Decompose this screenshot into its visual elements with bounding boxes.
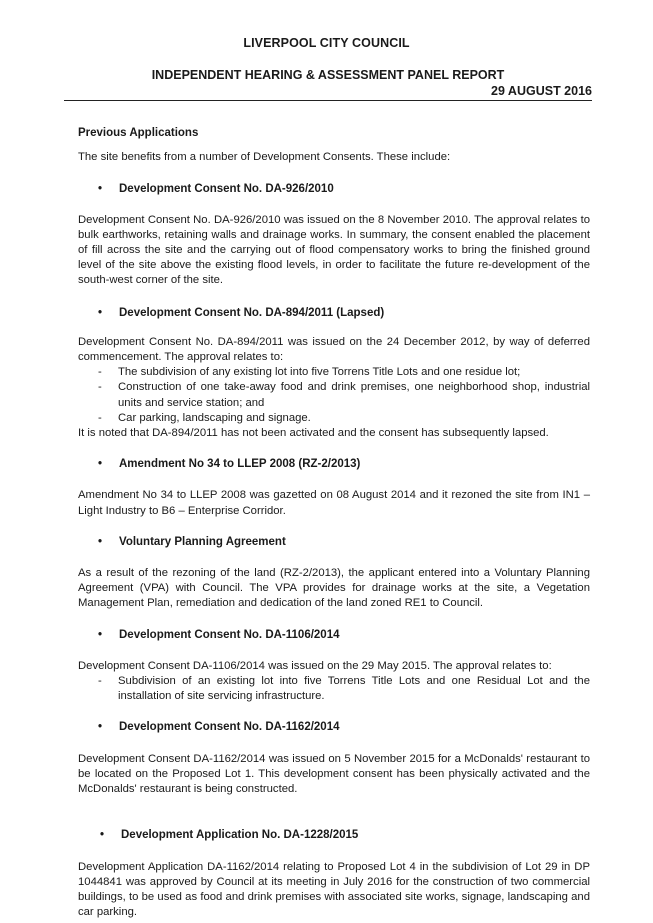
report-title: INDEPENDENT HEARING & ASSESSMENT PANEL REPORT: [151, 68, 505, 82]
item-heading-da-1162-2014: [78, 720, 590, 735]
list-item: [78, 411, 590, 426]
item-body: Development Consent No. DA-926/2010 was issued on the 8 November 2010. The approval relates to bulk earthworks, retaining walls and drainage works. In summary, the consent enabled the placement of fill across the site and the carrying out of flood compensatory works to bring the finished ground level of the site above the existing flood levels, in order to facilitate the future re-development of the south-west corner of the site.: [78, 213, 590, 287]
item-heading-text: Development Consent No. DA-926/2010: [119, 183, 334, 196]
item-heading-text: Amendment No 34 to LLEP 2008 (RZ-2/2013): [119, 458, 361, 471]
section-intro: The site benefits from a number of Development Consents. These include:: [78, 151, 451, 164]
bullet-icon: •: [98, 721, 103, 734]
item-heading-vpa: [78, 535, 590, 550]
bullet-icon: •: [98, 458, 103, 471]
item-heading-da-926-2010: [78, 182, 590, 197]
item-heading-amendment-34: [78, 457, 590, 472]
item-heading-text: Development Consent No. DA-894/2011 (Lapsed): [119, 306, 385, 319]
list-item: [78, 380, 590, 410]
list-item-text: Subdivision of an existing lot into five Torrens Title Lots and one Residual Lot and the installation of site servicing infrastructure.: [118, 675, 590, 703]
approval-list: [78, 365, 590, 426]
dash-icon: -: [98, 675, 102, 688]
item-heading-text: Voluntary Planning Agreement: [119, 535, 286, 548]
bullet-icon: •: [98, 628, 103, 641]
list-item-text: Car parking, landscaping and signage.: [118, 411, 311, 424]
list-item: [78, 674, 590, 704]
item-heading-da-1228-2015: [78, 828, 590, 843]
dash-icon: -: [98, 381, 102, 394]
approval-list: [78, 674, 590, 704]
list-item-text: Construction of one take-away food and drink premises, one neighborhood shop, industrial units and service station; and: [118, 381, 590, 409]
document-body: [78, 126, 590, 920]
item-note: It is noted that DA-894/2011 has not been activated and the consent has subsequently lapsed.: [78, 427, 549, 440]
item-heading-text: Development Consent No. DA-1106/2014: [119, 628, 340, 641]
item-body: Development Consent No. DA-894/2011 was issued on the 24 December 2012, by way of deferred commencement. The approval relates to:: [78, 335, 590, 364]
list-item: [78, 365, 590, 380]
report-date: 29 AUGUST 2016: [491, 84, 592, 98]
section-title: Previous Applications: [78, 127, 199, 139]
item-heading-text: Development Consent No. DA-1162/2014: [119, 721, 340, 734]
item-heading-text: Development Application No. DA-1228/2015: [121, 829, 359, 842]
item-body: Development Consent DA-1106/2014 was issued on the 29 May 2015. The approval relates to:: [78, 659, 552, 672]
item-body: Development Consent DA-1162/2014 was issued on 5 November 2015 for a McDonalds' restaurant to be located on the Proposed Lot 1. This development consent has been physically activated and the McDonalds' restaurant is being constructed.: [78, 752, 590, 796]
dash-icon: -: [98, 366, 102, 379]
list-item-text: The subdivision of any existing lot into five Torrens Title Lots and one residue lot;: [118, 366, 521, 379]
bullet-icon: •: [100, 829, 105, 842]
item-body: Amendment No 34 to LLEP 2008 was gazetted on 08 August 2014 and it rezoned the site from IN1 – Light Industry to B6 – Enterprise Corridor.: [78, 489, 590, 517]
item-heading-da-1106-2014: [78, 628, 590, 643]
item-body: As a result of the rezoning of the land (RZ-2/2013), the applicant entered into a Voluntary Planning Agreement (VPA) with Council. The VPA provides for drainage works at the site, a Vegetation Management Plan, remediation and dedication of the land zoned RE1 to Council.: [78, 567, 590, 610]
item-body: Development Application DA-1162/2014 relating to Proposed Lot 4 in the subdivision of Lot 29 in DP 1044841 was approved by Council at its meeting in July 2016 for the construction of two commercial buildings, to be used as food and drink premises with associated site works, signage, landscaping and car parking.: [78, 860, 590, 919]
bullet-icon: •: [98, 183, 103, 196]
dash-icon: -: [98, 411, 102, 424]
council-name: LIVERPOOL CITY COUNCIL: [243, 36, 410, 50]
bullet-icon: •: [98, 535, 103, 548]
header-divider: [64, 100, 592, 101]
bullet-icon: •: [98, 306, 103, 319]
item-heading-da-894-2011: [78, 306, 590, 321]
